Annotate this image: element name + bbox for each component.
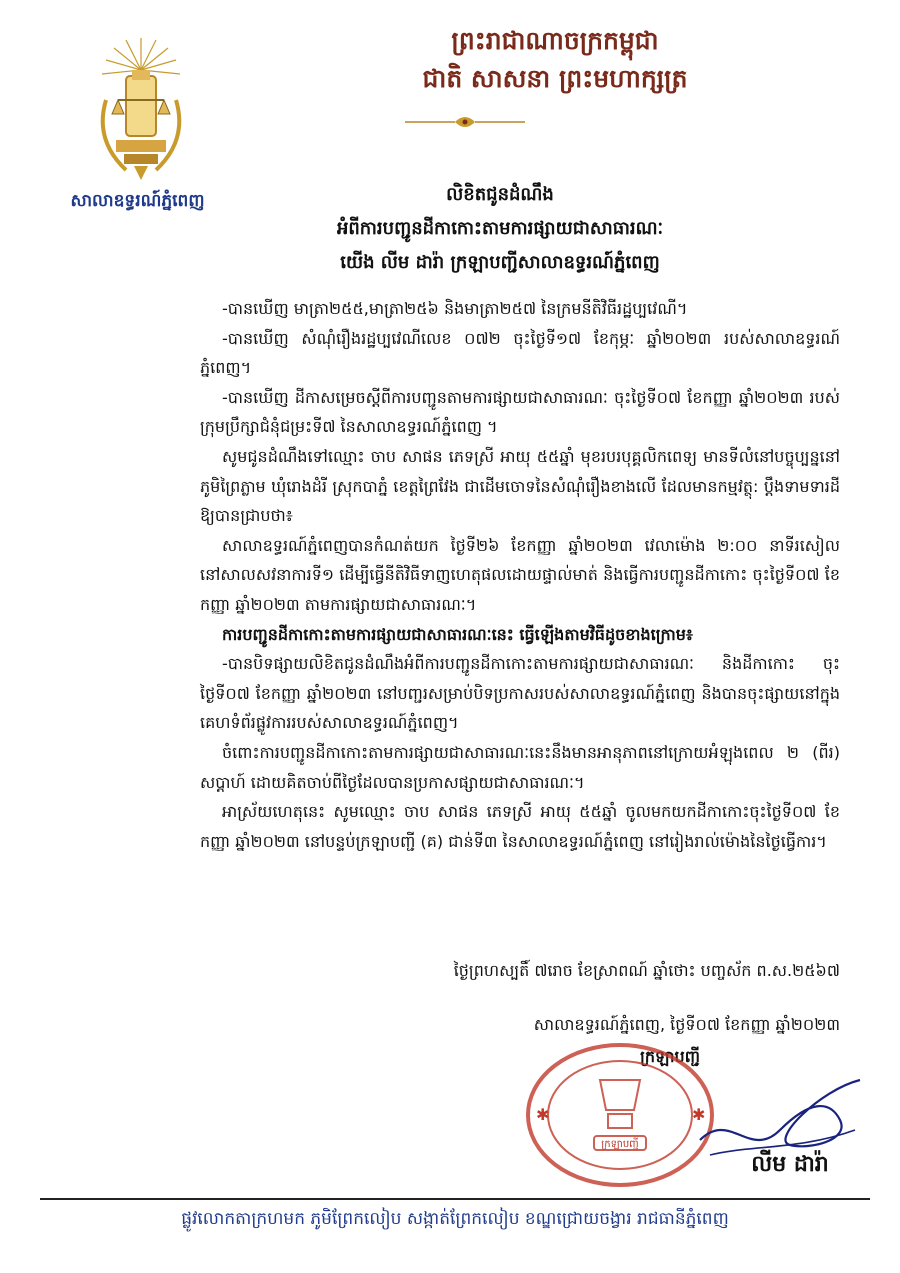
paragraph-4: សូមជូនដំណឹងទៅឈ្មោះ ចាប សាផន ភេទស្រី អាយុ ៥៥ឆ្នាំ មុខរបរបុគ្គលិកពេទ្យ មានទីលំនៅបច្ចុប្បន្ននៅភូមិព្រៃភ្លាម ឃុំរោងដំរី ស្រុកបាភ្នំ ខេត្តព្រៃវែង ជាដើមចោទនៃសំណុំរឿងខាងលើ ដែលមានកម្មវត្ថុ: ប្តឹងទាមទារដី ឱ្យបានជ្រាបថា៖ [200,446,840,526]
document-subject: អំពីការបញ្ជូនដីកាកោះតាមការផ្សាយជាសាធារណៈ [336,218,664,239]
court-emblem-logo [86,30,196,190]
document-title: លិខិតជូនដំណឹង [446,184,554,205]
svg-text:✱: ✱ [536,1105,550,1124]
footer-address: ផ្លូវលោកតាក្រហមក ភូមិព្រែកលៀប សង្កាត់ព្រែកលៀប ខណ្ឌជ្រោយចង្វារ រាជធានីភ្នំពេញ [181,1209,729,1229]
seal-text: ក្រឡាបញ្ជី [601,1139,639,1150]
letterhead [320,22,790,98]
paragraph-2: -បានឃើញ សំណុំរឿងរដ្ឋប្បវេណីលេខ ០៧២ ចុះថ្ងៃទី១៧ ខែកុម្ភៈ ឆ្នាំ២០២៣ របស់សាលាឧទ្ធរណ៍ភ្នំពេញ។ [200,328,840,378]
paragraph-5: សាលាឧទ្ធរណ៍ភ្នំពេញបានកំណត់យក ថ្ងៃទី២៦ ខែកញ្ញា ឆ្នាំ២០២៣ វេលាម៉ោង ២:០០ នាទីរសៀល នៅសាលសវនាការទី១ ដើម្បីធ្វើនីតិវិធីទាញហេតុផលដោយផ្ទាល់មាត់ និងធ្វើការបញ្ជូនដីកាកោះ ចុះថ្ងៃទី០៧ ខែកញ្ញា ឆ្នាំ២០២៣ តាមការផ្សាយជាសាធារណៈ។ [200,535,840,614]
paragraph-3: -បានឃើញ ដីកាសម្រេចស្តីពីការបញ្ជូនតាមការផ្សាយជាសាធារណៈ ចុះថ្ងៃទី០៧ ខែកញ្ញា ឆ្នាំ២០២៣ របស់ក្រុមប្រឹក្សាជំនុំជម្រះទី៧ នៃសាលាឧទ្ធរណ៍ភ្នំពេញ ។ [200,387,840,437]
footer-divider [40,1198,870,1200]
issuer-line: យើង លីម ដារ៉ា ក្រឡាបញ្ជីសាលាឧទ្ធរណ៍ភ្នំពេញ [340,252,660,273]
paragraph-9: អាស្រ័យហេតុនេះ សូមឈ្មោះ ចាប សាផន ភេទស្រី អាយុ ៥៥ឆ្នាំ ចូលមកយកដីកាកោះចុះថ្ងៃទី០៧ ខែកញ្ញា ឆ្នាំ២០២៣ នៅបន្ទប់ក្រឡាបញ្ជី (គ) ជាន់ទី៣ នៃសាលាឧទ្ធរណ៍ភ្នំពេញ នៅរៀងរាល់ម៉ោងនៃថ្ងៃធ្វើការ។ [200,802,840,851]
solar-date: សាលាឧទ្ធរណ៍ភ្នំពេញ, ថ្ងៃទី០៧ ខែកញ្ញា ឆ្នាំ២០២៣ [533,1015,840,1034]
ornament-divider-icon [400,112,530,132]
document-titles [200,178,800,280]
signer-name: លីម ដារ៉ា [751,1152,829,1177]
svg-text:✱: ✱ [692,1105,706,1124]
paragraph-7: -បានបិទផ្សាយលិខិតជូនដំណឹងអំពីការបញ្ជូនដីកាកោះតាមការផ្សាយជាសាធារណៈ និងដីកាកោះ ចុះថ្ងៃទី០៧ ខែកញ្ញា ឆ្នាំ២០២៣ នៅបញ្ជរសម្រាប់បិទប្រកាសរបស់សាលាឧទ្ធរណ៍ភ្នំពេញ និងបានចុះផ្សាយនៅក្នុងគេហទំព័រផ្លូវការរបស់សាលាឧទ្ធរណ៍ភ្នំពេញ។ [200,654,840,733]
signer-title: ក្រឡាបញ្ជី [640,1047,700,1066]
national-motto: ជាតិ សាសនា ព្រះមហាក្សត្រ [422,64,688,93]
lunar-date: ថ្ងៃព្រហស្បតិ៍ ៧រោច ខែស្រាពណ៍ ឆ្នាំថោះ បញ្ចស័ក ព.ស.២៥៦៧ [453,961,840,980]
paragraph-6: ការបញ្ជូនដីកាកោះតាមការផ្សាយជាសាធារណៈនេះ ធ្វើឡើងតាមវិធីដូចខាងក្រោម៖ [222,624,693,644]
paragraph-8: ចំពោះការបញ្ជូនដីកាកោះតាមការផ្សាយជាសាធារណៈនេះនឹងមានអានុភាពនៅក្រោយអំឡុងពេល ២ (ពីរ) សប្តាហ៍ ដោយគិតចាប់ពីថ្ងៃដែលបានប្រកាសផ្សាយជាសាធារណៈ។ [200,742,840,792]
court-name: សាលាឧទ្ធរណ៍ភ្នំពេញ [70,191,205,211]
letter-body [200,294,840,856]
kingdom-title: ព្រះរាជាណាចក្រកម្ពុជា [451,26,659,55]
paragraph-1: -បានឃើញ មាត្រា២៥៥,មាត្រា២៥៦ និងមាត្រា២៥៧ នៃក្រមនីតិវិធីរដ្ឋប្បវេណី។ [222,299,688,318]
